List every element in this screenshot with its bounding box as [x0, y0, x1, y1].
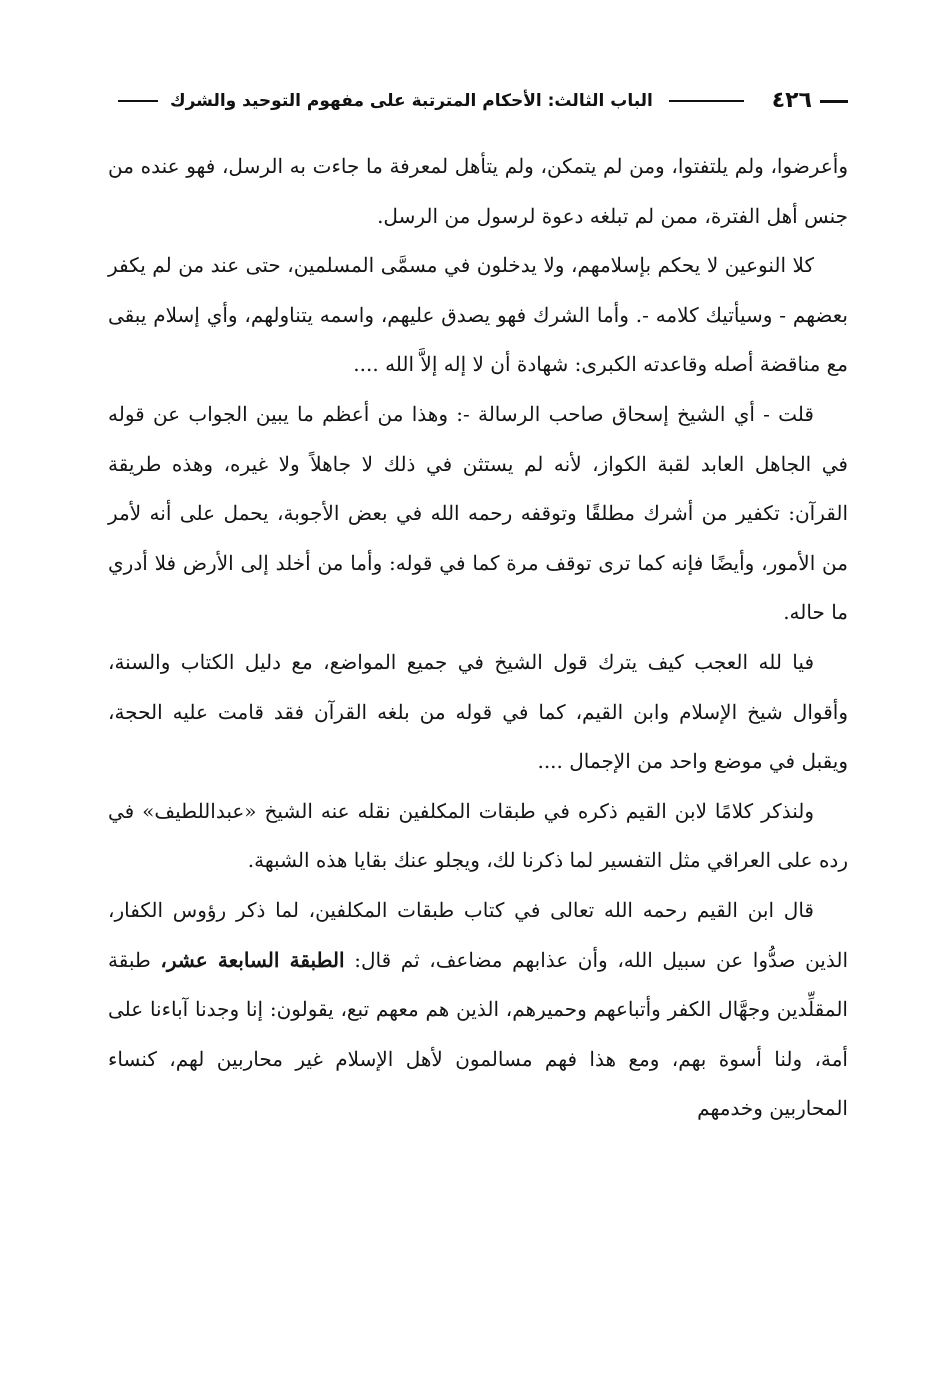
- paragraph-1: وأعرضوا، ولم يلتفتوا، ومن لم يتمكن، ولم يتأهل لمعرفة ما جاءت به الرسل، فهو عنده من جنس أهل الفترة، ممن لم تبلغه دعوة لرسول من الرسل.: [108, 154, 848, 228]
- paragraph-6: [108, 886, 848, 1134]
- running-title: الباب الثالث: الأحكام المترتبة على مفهوم التوحيد والشرك: [170, 91, 653, 111]
- paragraph-5: ولنذكر كلامًا لابن القيم ذكره في طبقات المكلفين نقله عنه الشيخ «عبداللطيف» في رده على العراقي مثل التفسير لما ذكرنا لك، ويجلو عنك بقايا هذه الشبهة.: [108, 798, 848, 873]
- paragraph-6-bold-heading: الطبقة السابعة عشر،: [160, 947, 345, 972]
- header-row: [108, 86, 848, 116]
- body-text: [108, 142, 848, 1134]
- paragraph-6-tail: طبقة المقلِّدين وجهَّال الكفر وأتباعهم وحميرهم، الذين هم معهم تبع، يقولون: إنا وجدنا آباءنا على أمة، ولنا أسوة بهم، ومع هذا فهم مسالمون لأهل الإسلام غير محاربين لهم، كنساء المحاربين وخدمهم: [108, 947, 848, 1121]
- paragraph-4: فيا لله العجب كيف يترك قول الشيخ في جميع المواضع، مع دليل الكتاب والسنة، وأقوال شيخ الإسلام وابن القيم، كما في قوله من بلغه القرآن فقد قامت عليه الحجة، ويقبل في موضع واحد من الإجمال ....: [108, 649, 848, 774]
- page-header: [108, 86, 848, 116]
- page-number: ٤٢٦: [771, 88, 812, 113]
- paragraph-6-lead: قال ابن القيم رحمه الله تعالى في كتاب طبقات المكلفين، لما ذكر رؤوس الكفار، الذين صدُّوا عن سبيل الله، وأن عذابهم مضاعف، ثم قال:: [108, 897, 849, 972]
- header-tail-rule: [118, 100, 158, 102]
- header-rule: [669, 100, 744, 102]
- header-lead-dash: [820, 100, 848, 103]
- paragraph-2: كلا النوعين لا يحكم بإسلامهم، ولا يدخلون في مسمَّى المسلمين، حتى عند من لم يكفر بعضهم - وسيأتيك كلامه -. وأما الشرك فهو يصدق عليهم، واسمه يتناولهم، وأي إسلام يبقى مع مناقضة أصله وقاعدته الكبرى: شهادة أن لا إله إلاَّ الله ....: [108, 253, 848, 377]
- paragraph-3: قلت - أي الشيخ إسحاق صاحب الرسالة -: وهذا من أعظم ما يبين الجواب عن قوله في الجاهل العابد لقبة الكواز، لأنه لم يستثن في ذلك لا جاهلاً ولا غيره، وهذه طريقة القرآن: تكفير من أشرك مطلقًا وتوقفه رحمه الله في بعض الأجوبة، يحمل على أنه لأمر من الأمور، وأيضًا فإنه كما ترى توقف مرة كما في قوله: وأما من أخلد إلى الأرض فلا أدري ما حاله.: [108, 401, 848, 625]
